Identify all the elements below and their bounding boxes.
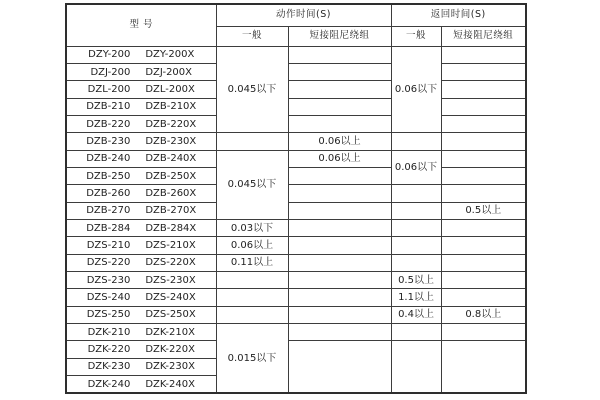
header-action-time: 动作时间(S) <box>216 4 391 26</box>
header-model: 型 号 <box>66 4 216 46</box>
action-general-cell: 0.015以下 <box>216 324 288 394</box>
model-cell <box>66 237 216 254</box>
return-damping-cell <box>441 167 526 184</box>
header-return-damping: 短接阻尼绕组 <box>441 26 526 46</box>
table-row <box>66 167 526 184</box>
return-damping-cell <box>441 46 526 63</box>
model-variant: DZK-220X <box>145 344 195 356</box>
action-damping-cell <box>288 254 391 271</box>
return-general-cell <box>391 324 441 341</box>
model-variant: DZB-240X <box>145 153 197 165</box>
action-damping-cell: 0.06以上 <box>288 133 391 150</box>
model-cell <box>66 81 216 98</box>
action-damping-cell <box>288 289 391 306</box>
model-base: DZS-230 <box>86 274 131 286</box>
return-general-cell <box>391 341 441 393</box>
table-row <box>66 289 526 306</box>
action-general-cell <box>216 289 288 306</box>
header-row-groups <box>66 4 526 26</box>
model-cell <box>66 306 216 323</box>
model-cell <box>66 150 216 167</box>
model-variant: DZS-250X <box>145 309 196 321</box>
model-base: DZS-220 <box>86 257 131 269</box>
model-base: DZB-284 <box>86 222 131 234</box>
action-damping-cell <box>288 219 391 236</box>
model-cell <box>66 46 216 63</box>
model-base: DZB-250 <box>86 170 131 182</box>
return-general-cell <box>391 219 441 236</box>
model-base: DZB-270 <box>86 205 131 217</box>
model-base: DZK-240 <box>87 378 131 390</box>
table-row <box>66 271 526 288</box>
model-variant: DZJ-200X <box>145 66 193 78</box>
model-variant: DZB-250X <box>145 170 197 182</box>
action-damping-cell: 0.06以上 <box>288 150 391 167</box>
model-base: DZB-220 <box>86 118 131 130</box>
return-general-cell: 0.5以上 <box>391 271 441 288</box>
model-cell <box>66 341 216 358</box>
model-base: DZS-210 <box>86 239 131 251</box>
table-row <box>66 133 526 150</box>
return-general-cell <box>391 185 441 202</box>
return-damping-cell <box>441 98 526 115</box>
model-variant: DZY-200X <box>145 49 195 61</box>
model-cell <box>66 289 216 306</box>
action-damping-cell <box>288 115 391 132</box>
model-variant: DZB-230X <box>145 135 197 147</box>
action-general-cell: 0.11以上 <box>216 254 288 271</box>
model-base: DZS-250 <box>86 309 131 321</box>
model-base: DZJ-200 <box>90 66 131 78</box>
model-variant: DZS-210X <box>145 239 196 251</box>
model-variant: DZB-210X <box>145 101 197 113</box>
action-damping-cell <box>288 63 391 80</box>
model-base: DZS-240 <box>86 291 131 303</box>
model-cell <box>66 63 216 80</box>
model-cell <box>66 271 216 288</box>
table-row <box>66 341 526 358</box>
table-row <box>66 150 526 167</box>
table-row <box>66 98 526 115</box>
header-return-general: 一般 <box>391 26 441 46</box>
header-action-general: 一般 <box>216 26 288 46</box>
model-base: DZY-200 <box>88 49 131 61</box>
action-general-cell: 0.03以下 <box>216 219 288 236</box>
return-damping-cell <box>441 324 526 341</box>
model-cell <box>66 324 216 341</box>
action-general-cell: 0.045以下 <box>216 150 288 219</box>
return-damping-cell <box>441 133 526 150</box>
return-damping-cell <box>441 81 526 98</box>
table-row <box>66 254 526 271</box>
return-damping-cell <box>441 115 526 132</box>
action-damping-cell <box>288 167 391 184</box>
model-cell <box>66 376 216 393</box>
return-general-cell: 1.1以上 <box>391 289 441 306</box>
header-action-damping: 短接阻尼绕组 <box>288 26 391 46</box>
return-general-cell <box>391 202 441 219</box>
action-damping-cell <box>288 341 391 393</box>
return-damping-cell <box>441 341 526 393</box>
return-damping-cell: 0.8以上 <box>441 306 526 323</box>
table-row <box>66 63 526 80</box>
return-damping-cell <box>441 271 526 288</box>
model-variant: DZS-220X <box>145 257 196 269</box>
return-damping-cell <box>441 219 526 236</box>
model-base: DZK-210 <box>87 326 131 338</box>
return-damping-cell <box>441 150 526 167</box>
action-damping-cell <box>288 46 391 63</box>
table-row <box>66 324 526 341</box>
action-general-cell <box>216 133 288 150</box>
return-damping-cell <box>441 185 526 202</box>
model-variant: DZK-210X <box>145 326 195 338</box>
return-damping-cell: 0.5以上 <box>441 202 526 219</box>
return-general-cell: 0.4以上 <box>391 306 441 323</box>
model-cell <box>66 358 216 375</box>
model-variant: DZB-260X <box>145 187 197 199</box>
return-general-cell <box>391 133 441 150</box>
relay-timing-table <box>65 3 527 394</box>
model-cell <box>66 133 216 150</box>
action-damping-cell <box>288 306 391 323</box>
return-damping-cell <box>441 237 526 254</box>
return-general-cell <box>391 237 441 254</box>
model-variant: DZK-230X <box>145 361 195 373</box>
action-general-cell: 0.06以上 <box>216 237 288 254</box>
model-cell <box>66 98 216 115</box>
model-base: DZK-230 <box>87 361 131 373</box>
action-general-cell <box>216 306 288 323</box>
action-damping-cell <box>288 81 391 98</box>
table-row <box>66 237 526 254</box>
model-base: DZB-230 <box>86 135 131 147</box>
table-row <box>66 185 526 202</box>
action-damping-cell <box>288 202 391 219</box>
model-cell <box>66 115 216 132</box>
action-damping-cell <box>288 185 391 202</box>
model-cell <box>66 185 216 202</box>
action-damping-cell <box>288 98 391 115</box>
action-damping-cell <box>288 237 391 254</box>
model-variant: DZB-220X <box>145 118 197 130</box>
model-base: DZB-210 <box>86 101 131 113</box>
model-variant: DZK-240X <box>145 378 195 390</box>
return-general-cell: 0.06以下 <box>391 46 441 133</box>
return-general-cell <box>391 254 441 271</box>
model-variant: DZS-240X <box>145 291 196 303</box>
return-damping-cell <box>441 254 526 271</box>
model-base: DZB-260 <box>86 187 131 199</box>
header-return-time: 返回时间(S) <box>391 4 526 26</box>
return-damping-cell <box>441 289 526 306</box>
table-row <box>66 81 526 98</box>
model-variant: DZL-200X <box>145 83 195 95</box>
model-variant: DZB-270X <box>145 205 197 217</box>
model-base: DZL-200 <box>87 83 131 95</box>
model-variant: DZB-284X <box>145 222 197 234</box>
table-row <box>66 115 526 132</box>
table-row <box>66 306 526 323</box>
action-damping-cell <box>288 324 391 341</box>
action-general-cell <box>216 271 288 288</box>
model-cell <box>66 219 216 236</box>
table-row <box>66 46 526 63</box>
model-cell <box>66 167 216 184</box>
model-base: DZB-240 <box>86 153 131 165</box>
model-base: DZK-220 <box>87 344 131 356</box>
model-cell <box>66 202 216 219</box>
return-damping-cell <box>441 63 526 80</box>
model-variant: DZS-230X <box>145 274 196 286</box>
action-general-cell: 0.045以下 <box>216 46 288 133</box>
return-general-cell: 0.06以下 <box>391 150 441 185</box>
model-cell <box>66 254 216 271</box>
table-row <box>66 202 526 219</box>
table-row <box>66 219 526 236</box>
action-damping-cell <box>288 271 391 288</box>
